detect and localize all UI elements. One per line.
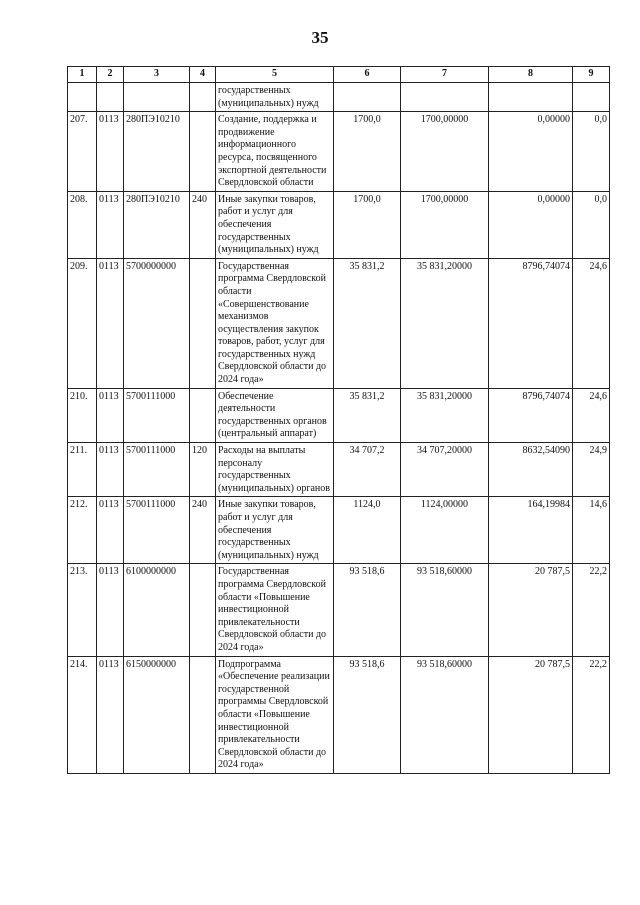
section-code: 0113 bbox=[97, 443, 124, 497]
section-code: 0113 bbox=[97, 564, 124, 656]
column-header: 7 bbox=[401, 67, 489, 83]
value-col-8: 20 787,5 bbox=[489, 564, 573, 656]
section-code: 0113 bbox=[97, 497, 124, 564]
expense-type-code: 120 bbox=[190, 443, 216, 497]
value-col-9: 22,2 bbox=[573, 564, 610, 656]
target-article-code: 5700000000 bbox=[124, 258, 190, 388]
column-header: 1 bbox=[68, 67, 97, 83]
value-col-6: 35 831,2 bbox=[334, 258, 401, 388]
value-col-7: 35 831,20000 bbox=[401, 258, 489, 388]
column-header: 4 bbox=[190, 67, 216, 83]
section-code: 0113 bbox=[97, 191, 124, 258]
row-number: 210. bbox=[68, 388, 97, 442]
value-col-9: 0,0 bbox=[573, 112, 610, 192]
table-row bbox=[68, 497, 610, 564]
value-col-8: 164,19984 bbox=[489, 497, 573, 564]
value-col-8: 20 787,5 bbox=[489, 656, 573, 773]
item-name: Расходы на выплаты персоналу государственных (муниципальных) органов bbox=[216, 443, 334, 497]
section-code: 0113 bbox=[97, 388, 124, 442]
target-article-code: 280ПЭ10210 bbox=[124, 191, 190, 258]
target-article-code: 5700111000 bbox=[124, 497, 190, 564]
table-row bbox=[68, 656, 610, 773]
value-col-7: 1124,00000 bbox=[401, 497, 489, 564]
table-row bbox=[68, 443, 610, 497]
expense-type-code bbox=[190, 564, 216, 656]
value-col-6: 1700,0 bbox=[334, 191, 401, 258]
value-col-8: 8796,74074 bbox=[489, 258, 573, 388]
table-row bbox=[68, 258, 610, 388]
value-col-8: 8796,74074 bbox=[489, 388, 573, 442]
row-number: 212. bbox=[68, 497, 97, 564]
expense-type-code bbox=[190, 656, 216, 773]
column-header: 5 bbox=[216, 67, 334, 83]
value-col-6: 34 707,2 bbox=[334, 443, 401, 497]
table-row bbox=[68, 564, 610, 656]
value-col-8: 0,00000 bbox=[489, 112, 573, 192]
budget-table bbox=[67, 66, 610, 774]
target-article-code: 5700111000 bbox=[124, 443, 190, 497]
item-name: Государственная программа Свердловской области «Повышение инвестиционной привлекательности Свердловской области до 2024 года» bbox=[216, 564, 334, 656]
column-header: 9 bbox=[573, 67, 610, 83]
value-col-7: 93 518,60000 bbox=[401, 564, 489, 656]
table-header-row bbox=[68, 67, 610, 83]
value-col-7: 35 831,20000 bbox=[401, 388, 489, 442]
target-article-code: 280ПЭ10210 bbox=[124, 112, 190, 192]
value-col-7: 34 707,20000 bbox=[401, 443, 489, 497]
value-col-9 bbox=[573, 83, 610, 112]
section-code: 0113 bbox=[97, 258, 124, 388]
value-col-8: 0,00000 bbox=[489, 191, 573, 258]
target-article-code: 6150000000 bbox=[124, 656, 190, 773]
column-header: 2 bbox=[97, 67, 124, 83]
column-header: 3 bbox=[124, 67, 190, 83]
expense-type-code bbox=[190, 83, 216, 112]
row-number: 213. bbox=[68, 564, 97, 656]
value-col-6: 1700,0 bbox=[334, 112, 401, 192]
section-code bbox=[97, 83, 124, 112]
item-name: Создание, поддержка и продвижение информационного ресурса, посвященного экспортной деятельности Свердловской области bbox=[216, 112, 334, 192]
value-col-6 bbox=[334, 83, 401, 112]
value-col-7: 1700,00000 bbox=[401, 112, 489, 192]
value-col-9: 0,0 bbox=[573, 191, 610, 258]
value-col-8: 8632,54090 bbox=[489, 443, 573, 497]
table-row bbox=[68, 388, 610, 442]
item-name: Иные закупки товаров, работ и услуг для обеспечения государственных (муниципальных) нужд bbox=[216, 191, 334, 258]
column-header: 6 bbox=[334, 67, 401, 83]
value-col-9: 22,2 bbox=[573, 656, 610, 773]
item-name: Подпрограмма «Обеспечение реализации государственной программы Свердловской области «Повышение инвестиционной привлекательности Свердловской области до 2024 года» bbox=[216, 656, 334, 773]
value-col-9: 24,6 bbox=[573, 258, 610, 388]
value-col-9: 24,9 bbox=[573, 443, 610, 497]
column-header: 8 bbox=[489, 67, 573, 83]
row-number: 209. bbox=[68, 258, 97, 388]
page-number: 35 bbox=[311, 28, 329, 47]
value-col-7: 1700,00000 bbox=[401, 191, 489, 258]
target-article-code bbox=[124, 83, 190, 112]
section-code: 0113 bbox=[97, 112, 124, 192]
row-number: 208. bbox=[68, 191, 97, 258]
value-col-6: 35 831,2 bbox=[334, 388, 401, 442]
row-number: 207. bbox=[68, 112, 97, 192]
expense-type-code: 240 bbox=[190, 191, 216, 258]
row-number: 211. bbox=[68, 443, 97, 497]
value-col-6: 93 518,6 bbox=[334, 564, 401, 656]
row-number bbox=[68, 83, 97, 112]
item-name: Государственная программа Свердловской области «Совершенствование механизмов осуществления закупок товаров, работ, услуг для государственных нужд Свердловской области до 2024 года» bbox=[216, 258, 334, 388]
section-code: 0113 bbox=[97, 656, 124, 773]
expense-type-code bbox=[190, 258, 216, 388]
value-col-7 bbox=[401, 83, 489, 112]
target-article-code: 5700111000 bbox=[124, 388, 190, 442]
item-name: Обеспечение деятельности государственных органов (центральный аппарат) bbox=[216, 388, 334, 442]
value-col-6: 1124,0 bbox=[334, 497, 401, 564]
row-number: 214. bbox=[68, 656, 97, 773]
value-col-6: 93 518,6 bbox=[334, 656, 401, 773]
expense-type-code bbox=[190, 112, 216, 192]
item-name: Иные закупки товаров, работ и услуг для обеспечения государственных (муниципальных) нужд bbox=[216, 497, 334, 564]
table-row bbox=[68, 191, 610, 258]
table-row bbox=[68, 112, 610, 192]
value-col-7: 93 518,60000 bbox=[401, 656, 489, 773]
item-name: государственных (муниципальных) нужд bbox=[216, 83, 334, 112]
expense-type-code: 240 bbox=[190, 497, 216, 564]
value-col-9: 14,6 bbox=[573, 497, 610, 564]
table-body bbox=[68, 83, 610, 774]
value-col-9: 24,6 bbox=[573, 388, 610, 442]
value-col-8 bbox=[489, 83, 573, 112]
expense-type-code bbox=[190, 388, 216, 442]
target-article-code: 6100000000 bbox=[124, 564, 190, 656]
table-row bbox=[68, 83, 610, 112]
